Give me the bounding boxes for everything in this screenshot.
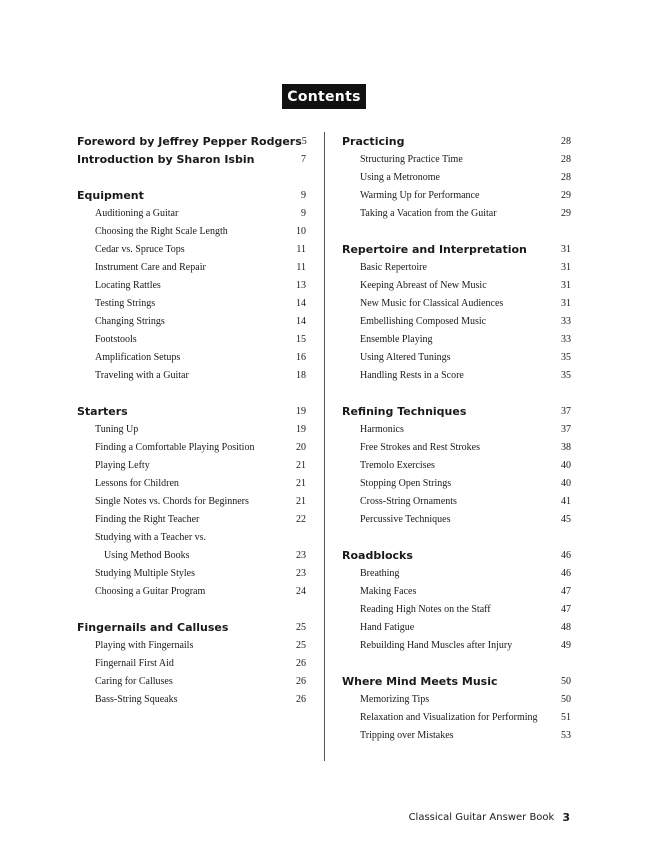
- toc-entry-label: Handling Rests in a Score: [360, 369, 464, 381]
- toc-page-number: 23: [296, 549, 306, 561]
- toc-page-number: 21: [296, 495, 306, 507]
- toc-entry-label: Traveling with a Guitar: [95, 369, 189, 381]
- toc-entry-label: Stopping Open Strings: [360, 477, 452, 489]
- toc-entry: [342, 582, 571, 600]
- toc-page-number: 40: [561, 477, 571, 489]
- toc-page-number: 46: [561, 549, 571, 561]
- toc-entry-label: Relaxation and Visualization for Performing: [360, 711, 538, 723]
- toc-entry-label: Finding the Right Teacher: [95, 513, 200, 525]
- toc-page-number: 18: [296, 369, 306, 381]
- toc-entry-label: Breathing: [360, 567, 400, 579]
- toc-entry: [342, 276, 571, 294]
- toc-entry: [77, 582, 306, 600]
- toc-entry: [77, 438, 306, 456]
- toc-entry: [77, 330, 306, 348]
- toc-entry: [342, 564, 571, 582]
- toc-spacer: [77, 600, 306, 618]
- toc-entry: [77, 672, 306, 690]
- toc-page-number: 33: [561, 333, 571, 345]
- toc-entry-label: Practicing: [342, 134, 405, 148]
- toc-entry: [77, 420, 306, 438]
- toc-entry-label: Playing with Fingernails: [95, 639, 194, 651]
- toc-entry: [342, 600, 571, 618]
- toc-page-number: 49: [561, 639, 571, 651]
- toc-spacer: [342, 528, 571, 546]
- toc-entry-label: Harmonics: [360, 423, 404, 435]
- toc-entry-label: Hand Fatigue: [360, 621, 415, 633]
- toc-page-number: 7: [301, 153, 306, 165]
- toc-page-number: 37: [561, 423, 571, 435]
- toc-entry-label: Finding a Comfortable Playing Position: [95, 441, 255, 453]
- toc-page-number: 16: [296, 351, 306, 363]
- toc-page-number: 31: [561, 297, 571, 309]
- toc-entry-label: Instrument Care and Repair: [95, 261, 206, 273]
- toc-entry-label: Percussive Techniques: [360, 513, 451, 525]
- toc-section-heading: [342, 402, 571, 420]
- toc-entry-label: Introduction by Sharon Isbin: [77, 152, 255, 166]
- contents-title: Contents: [282, 84, 366, 109]
- toc-entry: [77, 546, 306, 564]
- toc-page-number: 15: [296, 333, 306, 345]
- toc-page-number: 35: [561, 351, 571, 363]
- toc-page-number: 24: [296, 585, 306, 597]
- toc-entry: [77, 474, 306, 492]
- toc-entry: [77, 654, 306, 672]
- toc-entry: [77, 294, 306, 312]
- toc-page-number: 9: [301, 189, 306, 201]
- toc-entry: [77, 240, 306, 258]
- toc-entry: [342, 186, 571, 204]
- toc-page-number: 29: [561, 207, 571, 219]
- toc-page-number: 37: [561, 405, 571, 417]
- toc-entry-label: Playing Lefty: [95, 459, 150, 471]
- toc-entry: [77, 492, 306, 510]
- toc-page-number: 22: [296, 513, 306, 525]
- footer-page-number: 3: [562, 810, 570, 824]
- toc-entry-label: Tripping over Mistakes: [360, 729, 454, 741]
- toc-entry: [342, 726, 571, 744]
- toc-entry: [77, 312, 306, 330]
- toc-entry: [77, 690, 306, 708]
- page-footer: [409, 809, 570, 825]
- toc-entry-label: Memorizing Tips: [360, 693, 430, 705]
- toc-entry: [342, 438, 571, 456]
- toc-page-number: 47: [561, 585, 571, 597]
- toc-entry: [342, 294, 571, 312]
- toc-entry-label: Locating Rattles: [95, 279, 161, 291]
- toc-page-number: 25: [296, 639, 306, 651]
- toc-page-number: 19: [296, 405, 306, 417]
- toc-entry-label: Using Altered Tunings: [360, 351, 451, 363]
- toc-entry: [342, 456, 571, 474]
- toc-page-number: 11: [296, 243, 306, 255]
- toc-page-number: 31: [561, 261, 571, 273]
- toc-right-column: [342, 132, 571, 744]
- toc-page-number: 53: [561, 729, 571, 741]
- toc-section-heading: [342, 240, 571, 258]
- toc-entry-label: Choosing a Guitar Program: [95, 585, 206, 597]
- toc-entry-label: Fingernail First Aid: [95, 657, 174, 669]
- toc-entry: [342, 690, 571, 708]
- toc-entry-label: Cedar vs. Spruce Tops: [95, 243, 185, 255]
- toc-page-number: 26: [296, 675, 306, 687]
- toc-page-number: 46: [561, 567, 571, 579]
- toc-entry-label: Testing Strings: [95, 297, 156, 309]
- toc-page-number: 14: [296, 315, 306, 327]
- toc-section-heading: [77, 402, 306, 420]
- toc-page-number: 40: [561, 459, 571, 471]
- toc-page-number: 11: [296, 261, 306, 273]
- toc-page-number: 50: [561, 693, 571, 705]
- toc-page-number: 9: [301, 207, 306, 219]
- toc-entry: [77, 564, 306, 582]
- toc-entry-label: Foreword by Jeffrey Pepper Rodgers: [77, 134, 302, 148]
- toc-page-number: 20: [296, 441, 306, 453]
- toc-page-number: 26: [296, 657, 306, 669]
- toc-page-number: 31: [561, 243, 571, 255]
- toc-entry: [342, 708, 571, 726]
- toc-entry-label: Repertoire and Interpretation: [342, 242, 527, 256]
- toc-page-number: 14: [296, 297, 306, 309]
- toc-entry-label: Equipment: [77, 188, 144, 202]
- toc-page-number: 21: [296, 477, 306, 489]
- toc-spacer: [342, 654, 571, 672]
- toc-page-number: 29: [561, 189, 571, 201]
- toc-entry: [77, 204, 306, 222]
- toc-spacer: [342, 222, 571, 240]
- toc-page-number: 31: [561, 279, 571, 291]
- toc-page-number: 10: [296, 225, 306, 237]
- toc-entry-label: Using a Metronome: [360, 171, 440, 183]
- toc-entry: [77, 528, 306, 546]
- toc-entry: [342, 258, 571, 276]
- toc-entry-label: Tuning Up: [95, 423, 139, 435]
- toc-entry-label: Lessons for Children: [95, 477, 179, 489]
- footer-book-title: Classical Guitar Answer Book: [408, 811, 555, 823]
- toc-left-column: [77, 132, 306, 708]
- toc-entry: [77, 276, 306, 294]
- toc-section-heading: [342, 546, 571, 564]
- toc-entry: [342, 348, 571, 366]
- toc-page-number: 38: [561, 441, 571, 453]
- toc-entry-label: Choosing the Right Scale Length: [95, 225, 228, 237]
- toc-page-number: 21: [296, 459, 306, 471]
- toc-entry-label: Warming Up for Performance: [360, 189, 480, 201]
- toc-page-number: 5: [301, 135, 307, 147]
- toc-entry-label: Roadblocks: [342, 548, 413, 562]
- toc-spacer: [77, 384, 306, 402]
- toc-entry-label: Single Notes vs. Chords for Beginners: [95, 495, 249, 507]
- toc-entry-label: Starters: [77, 404, 128, 418]
- toc-entry-label: Fingernails and Calluses: [77, 620, 229, 634]
- toc-entry: [77, 348, 306, 366]
- toc-entry-label: New Music for Classical Audiences: [360, 297, 504, 309]
- toc-entry: [77, 222, 306, 240]
- toc-page-number: 25: [296, 621, 306, 633]
- toc-page-number: 28: [561, 135, 571, 147]
- toc-page-number: 41: [561, 495, 571, 507]
- toc-section-heading: [77, 618, 306, 636]
- toc-entry-label: Structuring Practice Time: [360, 153, 463, 165]
- toc-section-heading: [77, 150, 306, 168]
- toc-page-number: 19: [296, 423, 306, 435]
- toc-entry-label: Tremolo Exercises: [360, 459, 435, 471]
- toc-entry-label: Studying Multiple Styles: [95, 567, 196, 579]
- toc-entry: [77, 366, 306, 384]
- toc-entry-label: Ensemble Playing: [360, 333, 433, 345]
- toc-entry-label: Footstools: [95, 333, 137, 345]
- toc-page-number: 13: [296, 279, 306, 291]
- column-divider: [324, 132, 325, 761]
- toc-entry-label: Cross-String Ornaments: [360, 495, 457, 507]
- toc-entry: [77, 456, 306, 474]
- toc-entry: [342, 492, 571, 510]
- toc-entry-label: Changing Strings: [95, 315, 165, 327]
- toc-entry: [77, 510, 306, 528]
- toc-entry: [77, 258, 306, 276]
- toc-entry-label: Bass-String Squeaks: [95, 693, 178, 705]
- toc-section-heading: [77, 132, 306, 150]
- toc-page-number: 23: [296, 567, 306, 579]
- toc-entry-label: Making Faces: [360, 585, 417, 597]
- toc-page-number: 28: [561, 171, 571, 183]
- toc-entry-label: Reading High Notes on the Staff: [360, 603, 491, 615]
- toc-section-heading: [342, 672, 571, 690]
- toc-entry: [342, 168, 571, 186]
- toc-page-number: 35: [561, 369, 571, 381]
- toc-entry-label: Caring for Calluses: [95, 675, 173, 687]
- toc-entry-label: Taking a Vacation from the Guitar: [360, 207, 497, 219]
- toc-entry-label: Refining Techniques: [342, 404, 467, 418]
- toc-entry-label: Embellishing Composed Music: [360, 315, 487, 327]
- toc-page-number: 26: [296, 693, 306, 705]
- toc-spacer: [342, 384, 571, 402]
- toc-section-heading: [342, 132, 571, 150]
- toc-entry: [77, 636, 306, 654]
- toc-entry-label: Rebuilding Hand Muscles after Injury: [360, 639, 513, 651]
- toc-page-number: 50: [561, 675, 571, 687]
- toc-entry-label: Where Mind Meets Music: [342, 674, 498, 688]
- toc-entry-label: Free Strokes and Rest Strokes: [360, 441, 480, 453]
- toc-entry-label: Studying with a Teacher vs.: [95, 531, 207, 543]
- toc-page-number: 45: [561, 513, 571, 525]
- toc-entry-label: Keeping Abreast of New Music: [360, 279, 487, 291]
- toc-entry: [342, 474, 571, 492]
- toc-page-number: 47: [561, 603, 571, 615]
- toc-entry: [342, 330, 571, 348]
- toc-page-number: 48: [561, 621, 571, 633]
- toc-entry-label: Basic Repertoire: [360, 261, 427, 273]
- toc-entry: [342, 366, 571, 384]
- toc-entry: [342, 150, 571, 168]
- toc-section-heading: [77, 186, 306, 204]
- toc-page-number: 33: [561, 315, 571, 327]
- toc-entry: [342, 636, 571, 654]
- toc-entry: [342, 204, 571, 222]
- toc-page-number: 28: [561, 153, 571, 165]
- toc-entry-label: Amplification Setups: [95, 351, 181, 363]
- toc-entry: [342, 618, 571, 636]
- toc-page-number: 51: [561, 711, 571, 723]
- toc-entry: [342, 420, 571, 438]
- toc-spacer: [77, 168, 306, 186]
- toc-entry: [342, 312, 571, 330]
- toc-entry: [342, 510, 571, 528]
- toc-entry-label: Auditioning a Guitar: [95, 207, 179, 219]
- toc-entry-label: Using Method Books: [104, 549, 190, 561]
